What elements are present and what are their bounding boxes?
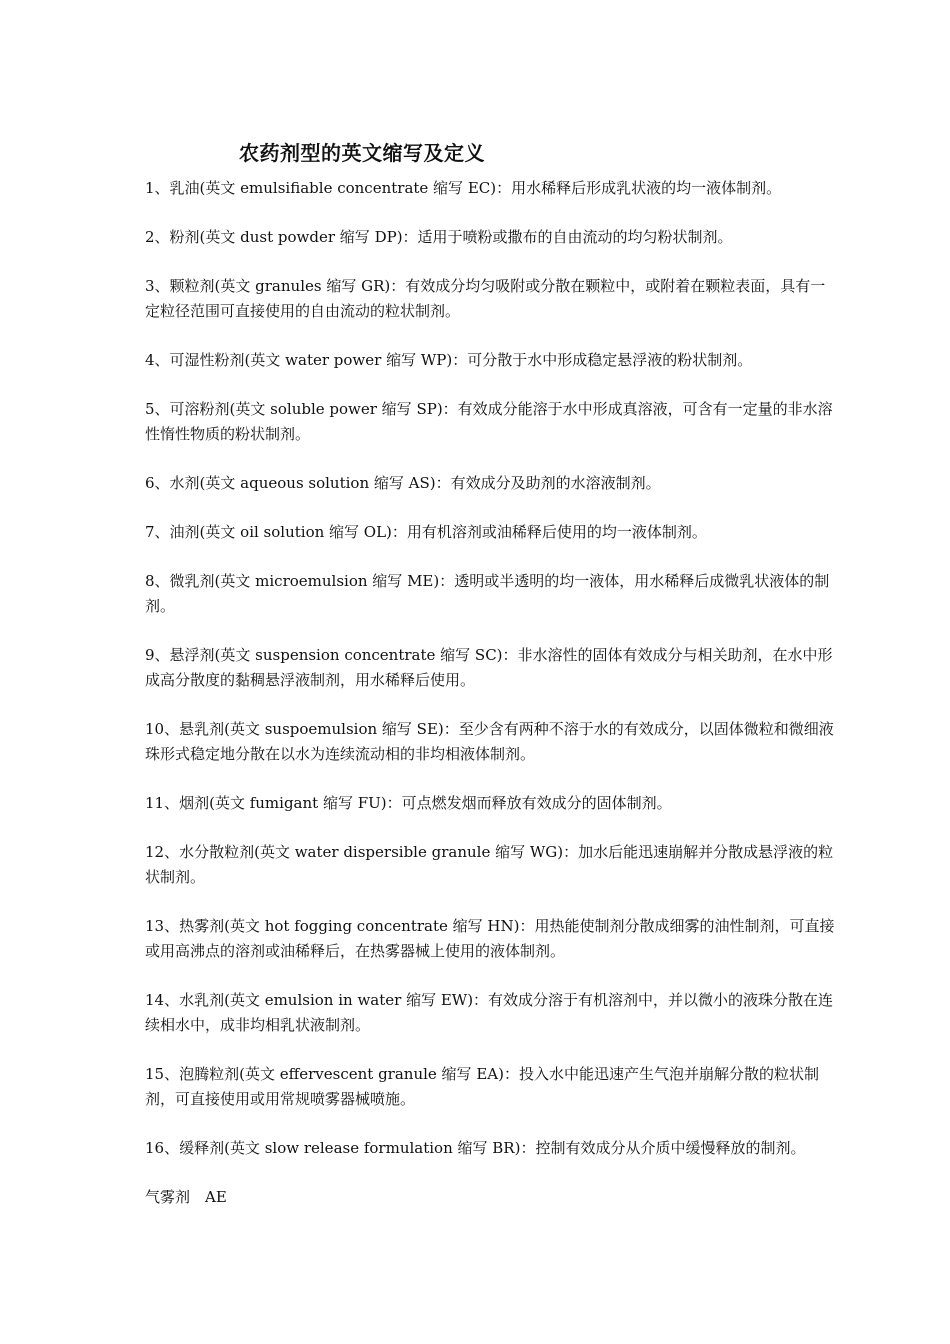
entry-7: 7、油剂(英文 oil solution 缩写 OL)：用有机溶剂或油稀释后使用的均一液体制剂。 [145, 523, 707, 541]
entry-3: 3、颗粒剂(英文 granules 缩写 GR)：有效成分均匀吸附或分散在颗粒中，或附着在颗粒表面，具有一定粒径范围可直接使用的自由流动的粒状制剂。 [145, 277, 826, 320]
entry-2: 2、粉剂(英文 dust powder 缩写 DP)：适用于喷粉或撒布的自由流动的均匀粉状制剂。 [145, 228, 733, 246]
document-title: 农药剂型的英文缩写及定义 [239, 141, 485, 165]
entry-16: 16、缓释剂(英文 slow release formulation 缩写 BR)：控制有效成分从介质中缓慢释放的制剂。 [145, 1139, 806, 1157]
entry-14: 14、水乳剂(英文 emulsion in water 缩写 EW)：有效成分溶于有机溶剂中，并以微小的液珠分散在连续相水中，成非均相乳状液制剂。 [145, 991, 834, 1034]
document-body [145, 176, 835, 1210]
entry-1: 1、乳油(英文 emulsifiable concentrate 缩写 EC)：用水稀释后形成乳状液的均一液体制剂。 [145, 179, 782, 197]
entry-10: 10、悬乳剂(英文 suspoemulsion 缩写 SE)：至少含有两种不溶于水的有效成分，以固体微粒和微细液珠形式稳定地分散在以水为连续流动相的非均相液体制剂。 [145, 720, 834, 763]
entry-12: 12、水分散粒剂(英文 water dispersible granule 缩写 WG)：加水后能迅速崩解并分散成悬浮液的粒状制剂。 [145, 843, 834, 886]
entry-5: 5、可溶粉剂(英文 soluble power 缩写 SP)：有效成分能溶于水中形成真溶液，可含有一定量的非水溶性惰性物质的粉状制剂。 [145, 400, 833, 443]
trailing-note: 气雾剂 AE [145, 1188, 227, 1206]
entry-6: 6、水剂(英文 aqueous solution 缩写 AS)：有效成分及助剂的水溶液制剂。 [145, 474, 661, 492]
entry-8: 8、微乳剂(英文 microemulsion 缩写 ME)：透明或半透明的均一液体，用水稀释后成微乳状液体的制剂。 [145, 572, 830, 615]
entry-13: 13、热雾剂(英文 hot fogging concentrate 缩写 HN)：用热能使制剂分散成细雾的油性制剂，可直接或用高沸点的溶剂或油稀释后，在热雾器械上使用的液体制剂。 [145, 917, 835, 960]
entry-4: 4、可湿性粉剂(英文 water power 缩写 WP)：可分散于水中形成稳定悬浮液的粉状制剂。 [145, 351, 753, 369]
entry-15: 15、泡腾粒剂(英文 effervescent granule 缩写 EA)：投入水中能迅速产生气泡并崩解分散的粒状制剂，可直接使用或用常规喷雾器械喷施。 [145, 1065, 819, 1108]
entry-9: 9、悬浮剂(英文 suspension concentrate 缩写 SC)：非水溶性的固体有效成分与相关助剂，在水中形成高分散度的黏稠悬浮液制剂，用水稀释后使用。 [145, 646, 833, 689]
entry-11: 11、烟剂(英文 fumigant 缩写 FU)：可点燃发烟而释放有效成分的固体制剂。 [145, 794, 672, 812]
